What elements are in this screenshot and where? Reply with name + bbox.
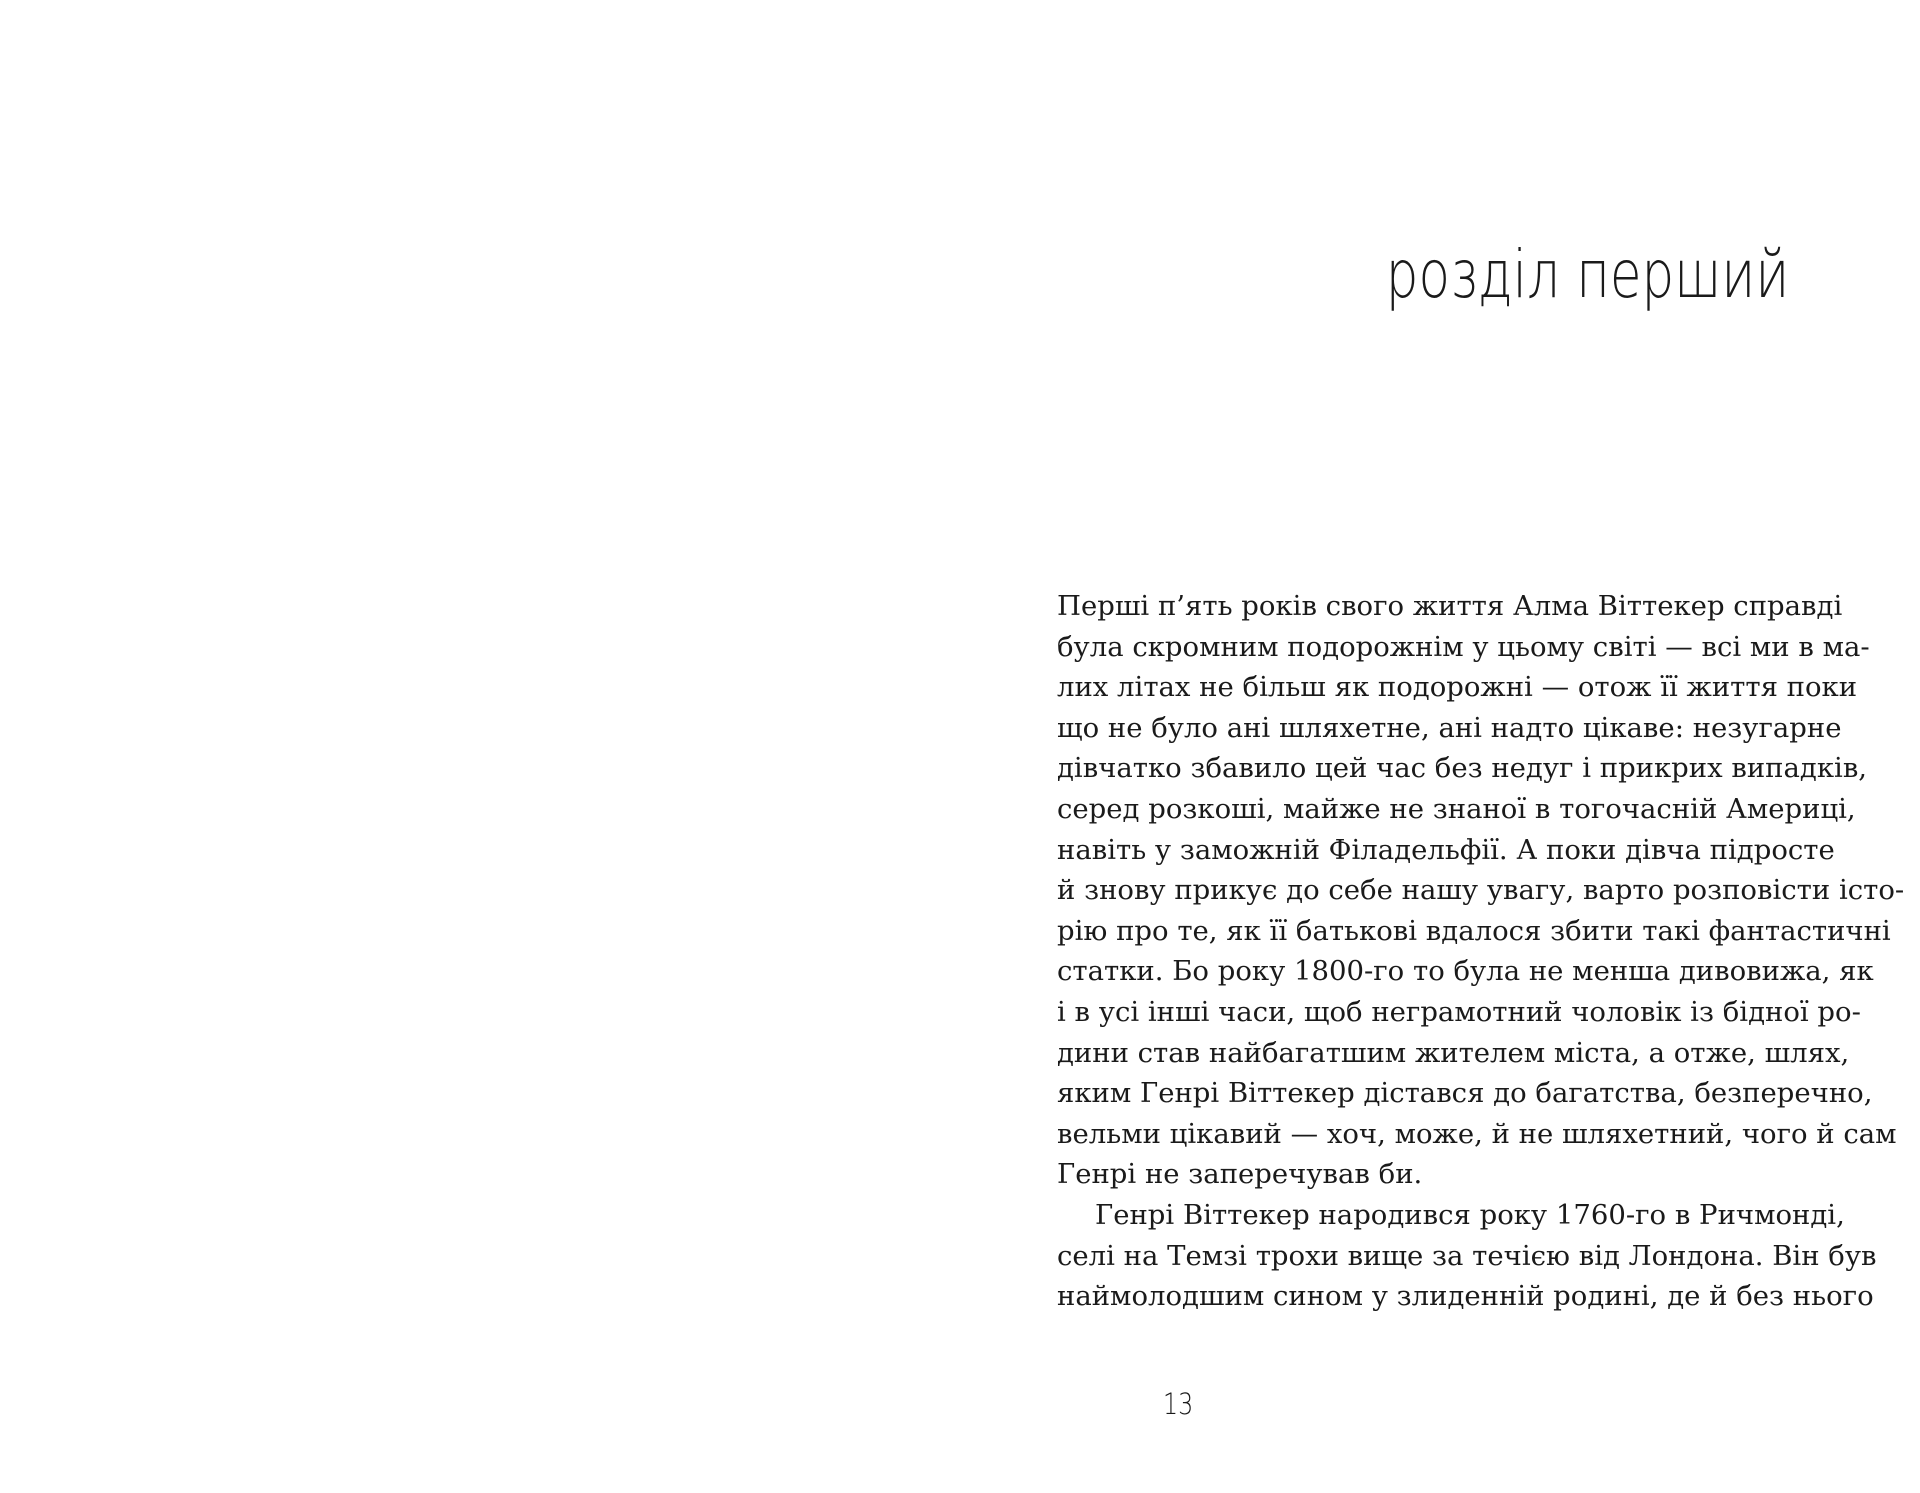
text-line: Генрі не заперечував би. (1057, 1158, 1423, 1191)
text-line: яким Генрі Віттекер дістався до багатства, безперечно, (1057, 1077, 1873, 1110)
text-line: статки. Бо року 1800-го то була не менша дивовижа, як (1057, 955, 1874, 988)
text-line: Генрі Віттекер народився року 1760-го в Ричмонді, (1095, 1198, 1845, 1231)
chapter-title: розділ перший (1385, 236, 1789, 313)
text-line: наймолодшим сином у злиденній родині, де й без нього (1057, 1280, 1874, 1313)
text-line: що не було ані шляхетне, ані надто цікаве: незугарне (1057, 711, 1842, 744)
text-line: навіть у заможній Філадельфії. А поки дівча підросте (1057, 833, 1835, 866)
text-line: і в усі інші часи, щоб неграмотний чоловік із бідної ро- (1057, 995, 1861, 1028)
text-line: й знову прикує до себе нашу увагу, варто розповісти істо- (1057, 874, 1905, 907)
text-line: рію про те, як її батькові вдалося збити такі фантастичні (1057, 914, 1891, 947)
text-line: була скромним подорожнім у цьому світі — всі ми в ма- (1057, 630, 1870, 663)
text-line: дівчатко збавило цей час без недуг і прикрих випадків, (1057, 752, 1868, 785)
page-number: 13 (1163, 1387, 1194, 1421)
body-text (1057, 586, 1905, 1317)
text-line: Перші п’ять років свого життя Алма Віттекер справді (1057, 590, 1843, 622)
text-line: лих літах не більш як подорожні — отож її життя поки (1057, 671, 1858, 704)
text-line: селі на Темзі трохи вище за течією від Лондона. Він був (1057, 1239, 1877, 1272)
text-line: серед розкоші, майже не знаної в тогочасній Америці, (1057, 792, 1856, 825)
text-line: вельми цікавий — хоч, може, й не шляхетний, чого й сам (1057, 1117, 1897, 1150)
text-line: дини став найбагатшим жителем міста, а отже, шлях, (1057, 1036, 1850, 1069)
